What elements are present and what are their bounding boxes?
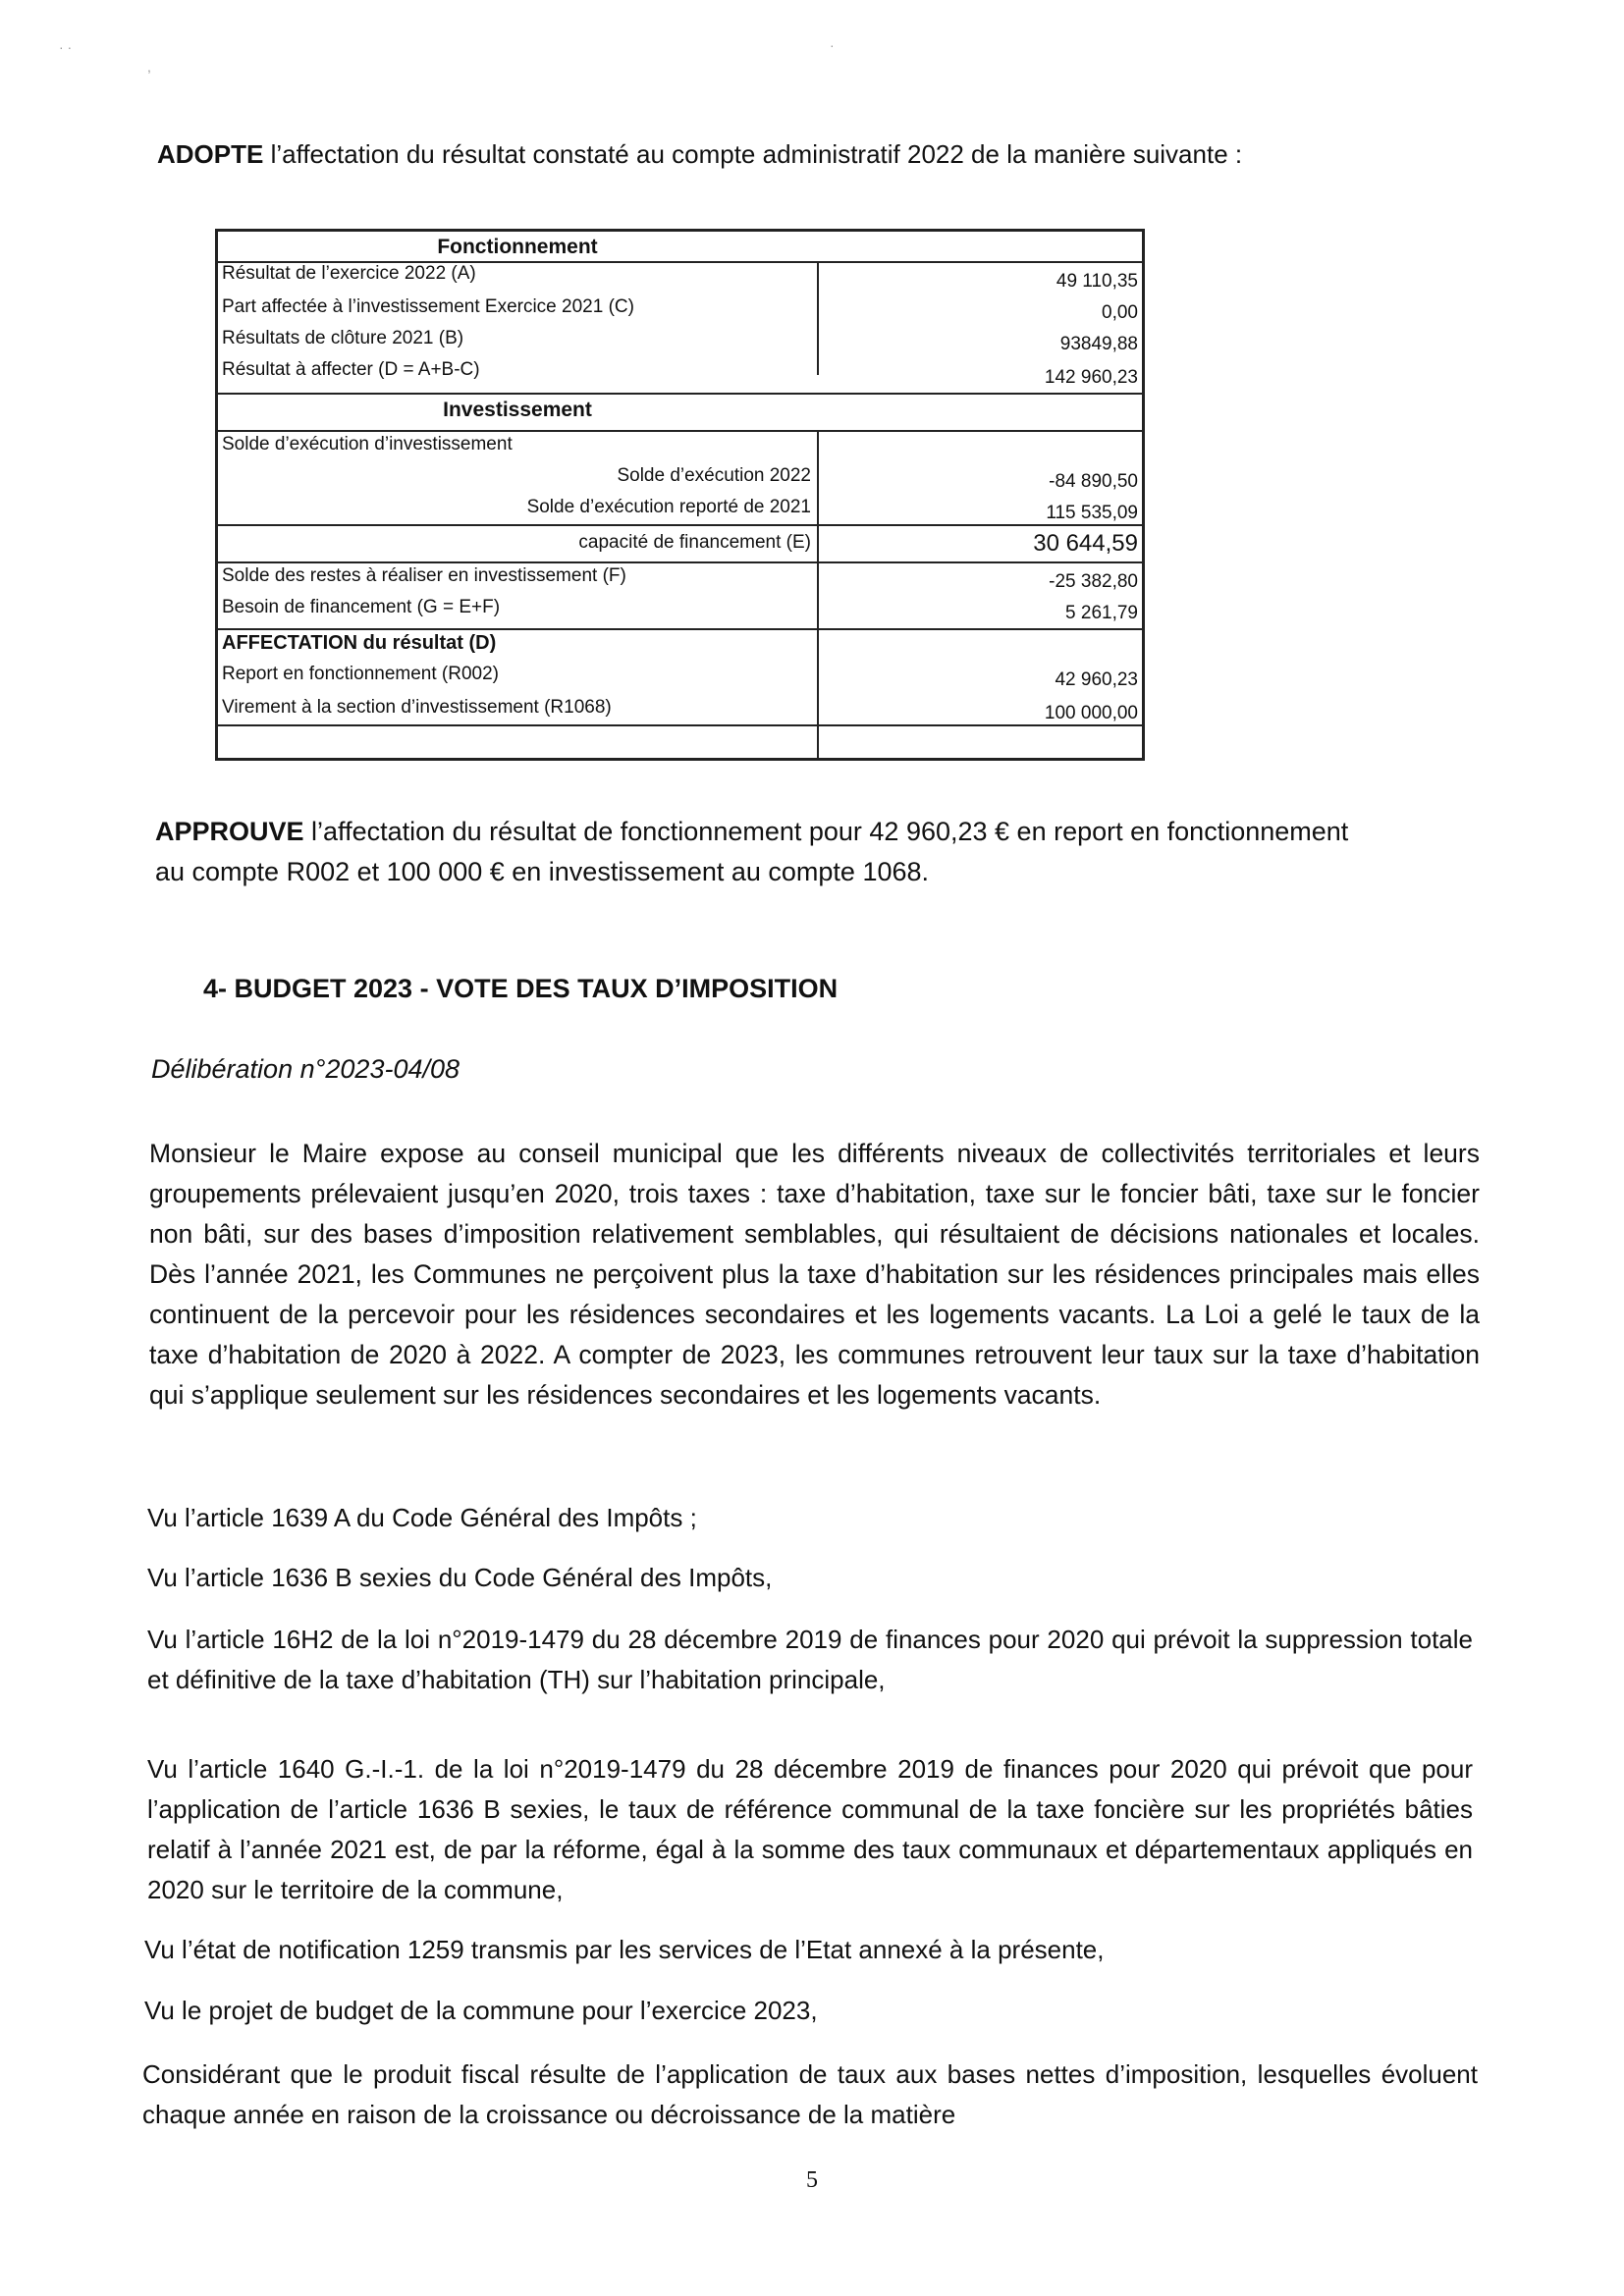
row-label: Virement à la section d’investissement (R1068) <box>222 697 612 718</box>
column-divider <box>817 726 819 760</box>
considerant-paragraph: Considérant que le produit fiscal résulte de l’application de taux aux bases nettes d’imposition, lesquelles évoluent chaque année en raison de la croissance ou décroissance de la matière <box>142 2059 1478 2129</box>
approuve-paragraph <box>155 812 1348 892</box>
row-value: -84 890,50 <box>1049 471 1138 492</box>
page-number: 5 <box>806 2167 818 2193</box>
row-value: 0,00 <box>1102 302 1138 323</box>
scan-speck: , <box>147 59 151 75</box>
row-divider <box>218 430 1142 432</box>
row-label: Solde d’exécution reporté de 2021 <box>526 497 811 517</box>
row-divider <box>218 393 1142 395</box>
intro-lead: ADOPTE <box>157 139 264 169</box>
section-header-fonctionnement: Fonctionnement <box>437 236 598 258</box>
vu-projet-budget: Vu le projet de budget de la commune pour l’exercice 2023, <box>144 1996 818 2025</box>
row-value: 42 960,23 <box>1055 669 1138 690</box>
row-label: Besoin de financement (G = E+F) <box>222 597 501 617</box>
row-value: 5 261,79 <box>1065 603 1138 623</box>
approuve-line2: au compte R002 et 100 000 € en investissement au compte 1068. <box>155 857 930 886</box>
section-header-affectation: AFFECTATION du résultat (D) <box>222 632 497 654</box>
approuve-lead: APPROUVE <box>155 817 304 846</box>
column-divider <box>817 261 819 375</box>
section-title: 4- BUDGET 2023 - VOTE DES TAUX D’IMPOSITION <box>203 974 839 1003</box>
row-value: 49 110,35 <box>1056 271 1138 292</box>
row-label: Résultat à affecter (D = A+B-C) <box>222 359 480 380</box>
intro-text: l’affectation du résultat constaté au compte administratif 2022 de la manière suivante : <box>263 139 1243 169</box>
row-label: capacité de financement (E) <box>578 532 811 553</box>
section-header-investissement: Investissement <box>443 399 592 421</box>
row-value: 30 644,59 <box>1033 530 1138 557</box>
row-value: -25 382,80 <box>1049 571 1138 592</box>
vu-article-16h2: Vu l’article 16H2 de la loi n°2019-1479 du 28 décembre 2019 de finances pour 2020 qui prévoit la suppression totale et définitive de la taxe d’habitation (TH) sur l’habitation principale, <box>147 1625 1473 1694</box>
row-label: Résultats de clôture 2021 (B) <box>222 328 464 348</box>
approuve-line1: l’affectation du résultat de fonctionnement pour 42 960,23 € en report en fonctionnement <box>303 817 1349 846</box>
row-label: Solde d’exécution d’investissement <box>222 434 513 454</box>
row-label: Solde d’exécution 2022 <box>617 465 811 486</box>
deliberation-number: Délibération n°2023-04/08 <box>151 1054 460 1084</box>
row-divider <box>218 628 1142 630</box>
row-label: Solde des restes à réaliser en investissement (F) <box>222 565 626 586</box>
row-value: 142 960,23 <box>1044 367 1138 388</box>
expose-paragraph: Monsieur le Maire expose au conseil municipal que les différents niveaux de collectivités territoriales et leurs groupements prélevaient jusqu’en 2020, trois taxes : taxe d’habitation, taxe sur le foncier bâti, taxe sur le foncier non bâti, sur des bases d’imposition relativement semblables, qui résultaient de décisions nationales et locales. Dès l’année 2021, les Communes ne perçoivent plus la taxe d’habitation sur les résidences principales mais elles continuent de la percevoir pour les résidences secondaires et les logements vacants. La Loi a gelé le taux de la taxe d’habitation de 2020 à 2022. A compter de 2023, les communes retrouvent leur taux sur la taxe d’habitation qui s’applique seulement sur les résidences secondaires et les logements vacants. <box>149 1139 1480 1410</box>
vu-article-1640g: Vu l’article 1640 G.-I.-1. de la loi n°2019-1479 du 28 décembre 2019 de finances pour 2020 qui prévoit que pour l’application de l’article 1636 B sexies, le taux de référence communal de la taxe foncière sur les propriétés bâties relatif à l’année 2021 est, de par la réforme, égal à la somme des taux communaux et départementaux appliqués en 2020 sur le territoire de la commune, <box>147 1754 1473 1904</box>
row-value: 93849,88 <box>1059 334 1138 354</box>
vu-article-1636b: Vu l’article 1636 B sexies du Code Général des Impôts, <box>147 1563 773 1592</box>
scan-speck: · <box>830 37 835 53</box>
row-divider <box>218 561 1142 563</box>
vu-article-1639a: Vu l’article 1639 A du Code Général des Impôts ; <box>147 1503 697 1532</box>
row-label: Résultat de l’exercice 2022 (A) <box>222 263 476 284</box>
intro-paragraph <box>157 134 1242 175</box>
row-label: Part affectée à l’investissement Exercice 2021 (C) <box>222 296 634 317</box>
row-divider <box>218 524 1142 526</box>
affectation-table <box>215 229 1145 761</box>
row-divider <box>218 724 1142 726</box>
column-divider <box>817 432 819 726</box>
row-value: 100 000,00 <box>1044 703 1138 723</box>
scan-speck: · · <box>59 39 73 55</box>
vu-etat-notification: Vu l’état de notification 1259 transmis par les services de l’Etat annexé à la présente, <box>144 1935 1105 1964</box>
row-value: 115 535,09 <box>1046 503 1138 523</box>
row-label: Report en fonctionnement (R002) <box>222 664 499 684</box>
